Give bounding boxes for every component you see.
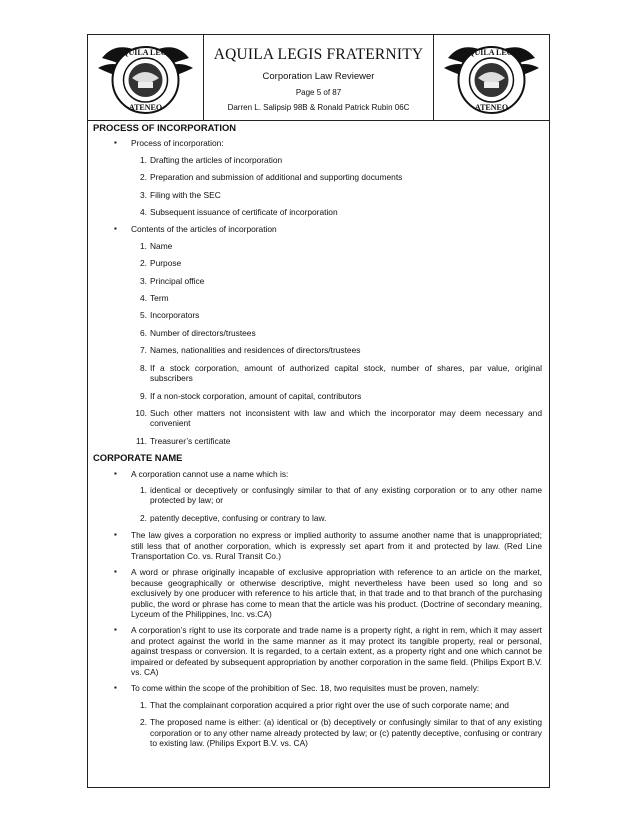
seal-left-bottom-text: ATENEO [128,103,163,112]
bullet-secondary-meaning: ▪ A word or phrase originally incapable of exclusive appropriation with reference to an article on the market, because geographically or otherwise descriptive, might nevertheless have been used so long and so exclusively by one producer with reference to his article that, in that trade and to that branch of the purchasing public, the word or phrase has come to mean that the article was his product. (Doctrine of secondary meaning, Lyceum of the Philippines, Inc. vs.CA) [93,567,542,619]
seal-right-bottom-text: ATENEO [474,103,509,112]
right-logo-box [433,35,549,120]
list-item: 2 . The proposed name is either: (a) identical or (b) deceptively or confusingly similar to that of any existing corporation or to any other name already protected by law; or (c) patently deceptive, confusing or contrary to existing law. (Philips Export B.V. vs. CA) [93,717,542,748]
section-heading-corporate-name: CORPORATE NAME [93,452,183,464]
seal-left-top-text: AQUILA LEGIS [116,48,175,57]
list-item: 1 . Name [93,241,542,251]
list-item: 1 . identical or deceptively or confusingly similar to that of any existing corporation or to any other name protected by law; or [93,485,542,506]
page-header [88,35,549,121]
fraternity-seal-left-icon [94,38,197,118]
bullet-sec-18: ▪ To come within the scope of the prohibition of Sec. 18, two requisites must be proven, namely: [93,683,542,693]
list-item: 11 . Treasurer’s certificate [93,436,542,446]
document-page [87,34,550,788]
list-item: 1 . Drafting the articles of incorporation [93,155,542,165]
bullet-cannot-use: ▪ A corporation cannot use a name which is: [93,469,542,479]
left-logo-box [88,35,204,120]
list-item: 4 . Subsequent issuance of certificate of incorporation [93,207,542,217]
bullet-contents: ▪ Contents of the articles of incorporation [93,224,542,234]
header-text [203,35,434,112]
list-item: 10 . Such other matters not inconsistent with law and which the incorporator may deem necessary and convenient [93,408,542,429]
bullet-process: ▪ Process of incorporation: [93,138,542,148]
list-item: 9 . If a non-stock corporation, amount of capital, contributors [93,391,542,401]
bullet-red-line: ▪ The law gives a corporation no express or implied authority to assume another name that is unappropriated; still less that of another corporation, which is expressly set apart from it and protected by law. (Red Line Transportation Co. vs. Rural Transit Co.) [93,530,542,561]
fraternity-seal-right-icon [440,38,543,118]
header-subtitle: Corporation Law Reviewer [262,71,375,82]
list-item: 3 . Principal office [93,276,542,286]
list-item: 8 . If a stock corporation, amount of authorized capital stock, number of shares, par value, original subscribers [93,363,542,384]
page-content [93,123,542,755]
list-item: 6 . Number of directors/trustees [93,328,542,338]
header-authors: Darren L. Salipsip 98B & Ronald Patrick Rubin 06C [227,103,410,112]
list-item: 1 . That the complainant corporation acquired a prior right over the use of such corporate name; and [93,700,542,710]
bullet-property-right: ▪ A corporation’s right to use its corporate and trade name is a property right, a right in rem, which it may assert and protect against the world in the same manner as it may protect its tangible property, real or personal, against trespass or conversion. It is regarded, to a certain extent, as a property right and one which cannot be impaired or defeated by subsequent appropriation by another corporation in the same field. (Philips Export B.V. vs. CA) [93,625,542,677]
list-item: 2 . patently deceptive, confusing or contrary to law. [93,513,542,523]
header-title: AQUILA LEGIS FRATERNITY [213,46,424,63]
list-item: 2 . Preparation and submission of additional and supporting documents [93,172,542,182]
seal-right-top-text: AQUILA LEGIS [462,48,521,57]
list-item: 5 . Incorporators [93,310,542,320]
list-item: 2 . Purpose [93,258,542,268]
section-heading-incorporation: PROCESS OF INCORPORATION [93,122,237,133]
list-item: 7 . Names, nationalities and residences of directors/trustees [93,345,542,355]
page-number: Page 5 of 87 [295,88,342,97]
list-item: 3 . Filing with the SEC [93,190,542,200]
list-item: 4 . Term [93,293,542,303]
